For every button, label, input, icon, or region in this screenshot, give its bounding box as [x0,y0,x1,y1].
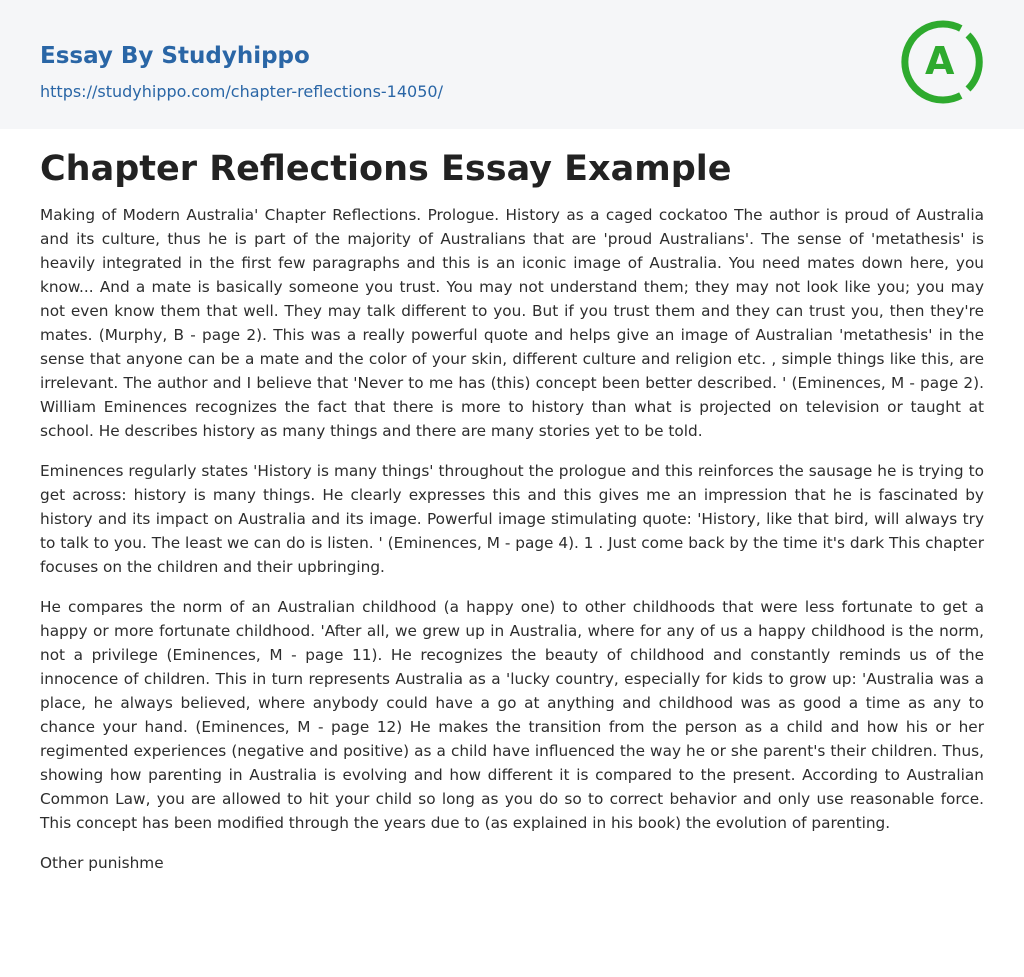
paragraph-2: Eminences regularly states 'History is many things' throughout the prologue and this reinforces the sausage he is trying to get across: history is many things. He clearly expresses this and this gives me an impression that he is fascinated by history and its impact on Australia and its image. Powerful image stimulating quote: 'History, like that bird, will always try to talk to you. The least we can do is listen. ' (Eminences, M - page 4). 1 . Just come back by the time it's dark This chapter focuses on the children and their upbringing. [40,462,984,576]
page-url-link[interactable]: https://studyhippo.com/chapter-reflections-14050/ [40,82,443,101]
studyhippo-logo-icon[interactable] [900,20,984,104]
paragraph-3: He compares the norm of an Australian childhood (a happy one) to other childhoods that were less fortunate to get a happy or more fortunate childhood. 'After all, we grew up in Australia, where for any of us a happy childhood is the norm, not a privilege (Eminences, M - page 11). He recognizes the beauty of childhood and constantly reminds us of the innocence of children. This in turn represents Australia as a 'lucky country, especially for kids to grow up: 'Australia was a place, he always believed, where anybody could have a go at anything and childhood was as good a time as any to chance your hand. (Eminences, M - page 12) He makes the transition from the person as a child and how his or her regimented experiences (negative and positive) as a child have influenced the way he or she parent's their children. Thus, showing how parenting in Australia is evolving and how different it is compared to the present. According to Australian Common Law, you are allowed to hit your child so long as you do so to correct behavior and only use reasonable force. This concept has been modified through the years due to (as explained in his book) the evolution of parenting. [40,598,984,832]
page-title: Chapter Reflections Essay Example [40,149,732,189]
paragraph-4-truncated: Other punishme [40,854,164,872]
site-header [0,0,1024,129]
paragraph-1: Making of Modern Australia' Chapter Reflections. Prologue. History as a caged cockatoo The author is proud of Australia and its culture, thus he is part of the majority of Australians that are 'proud Australians'. The sense of 'metathesis' is heavily integrated in the first few paragraphs and this is an iconic image of Australia. You need mates down here, you know... And a mate is basically someone you trust. You may not understand them; they may not look like you; you may not even know them that well. They may talk different to you. But if you trust them and they can trust you, then they're mates. (Murphy, B - page 2). This was a really powerful quote and helps give an image of Australian 'metathesis' in the sense that anyone can be a mate and the color of your skin, different culture and religion etc. , simple things like this, are irrelevant. The author and I believe that 'Never to me has (this) concept been better described. ' (Eminences, M - page 2). William Eminences recognizes the fact that there is more to history than what is projected on television or taught at school. He describes history as many things and there are many stories yet to be told. [40,206,984,440]
article [0,147,1024,875]
logo-letter: A [925,39,955,83]
site-brand[interactable]: Essay By Studyhippo [40,43,310,69]
